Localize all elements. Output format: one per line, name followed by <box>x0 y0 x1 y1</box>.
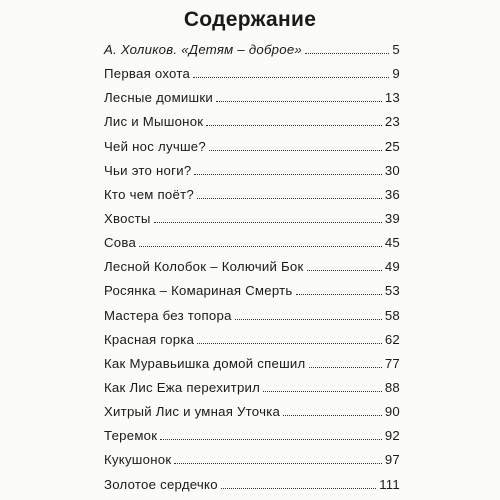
toc-entry <box>104 283 400 307</box>
entry-title: Теремок <box>104 428 158 444</box>
entry-title: Золотое сердечко <box>104 476 218 492</box>
page-number: 13 <box>384 90 400 106</box>
dot-leader <box>154 222 382 223</box>
dot-leader <box>197 198 382 199</box>
dot-leader <box>197 343 382 344</box>
entry-title: Красная горка <box>104 331 195 347</box>
page-number: 49 <box>384 259 400 275</box>
dot-leader <box>305 53 389 54</box>
toc-entry <box>104 114 400 138</box>
toc-entry <box>104 163 400 187</box>
toc-entry <box>104 66 400 90</box>
page-number: 9 <box>392 66 400 82</box>
dot-leader <box>283 415 382 416</box>
dot-leader <box>206 125 382 126</box>
entry-title: Хвосты <box>104 210 151 226</box>
page-number: 92 <box>384 428 400 444</box>
dot-leader <box>221 488 376 489</box>
toc-entry <box>104 428 400 452</box>
page-number: 5 <box>392 42 400 57</box>
entry-title: Росянка – Комариная Смерть <box>104 283 293 299</box>
toc-entry <box>104 404 400 428</box>
entry-title: Хитрый Лис и умная Уточка <box>104 404 281 420</box>
dot-leader <box>216 101 382 102</box>
entry-title: Первая охота <box>104 66 191 82</box>
entry-title: Чьи это ноги? <box>104 162 192 178</box>
page-number: 23 <box>384 114 400 130</box>
page-number: 36 <box>384 186 400 202</box>
entry-title: Лесной Колобок – Колючий Бок <box>104 259 304 275</box>
entry-title: Лис и Мышонок <box>104 114 204 130</box>
dot-leader <box>296 294 382 295</box>
page-number: 97 <box>384 452 400 468</box>
entry-title: Лесные домишки <box>104 90 214 106</box>
dot-leader <box>139 246 382 247</box>
page-number: 88 <box>384 379 400 395</box>
toc-entry <box>104 42 400 66</box>
entry-title: Как Муравьишка домой спешил <box>104 355 306 371</box>
entry-title: А. Холиков. «Детям – доброе» <box>104 42 302 57</box>
toc-entry <box>104 477 400 500</box>
toc-entry <box>104 211 400 235</box>
page-number: 30 <box>384 162 400 178</box>
page-number: 90 <box>384 404 400 420</box>
dot-leader <box>263 391 382 392</box>
dot-leader <box>209 150 382 151</box>
entry-title: Сова <box>104 235 137 251</box>
page-number: 25 <box>384 138 400 154</box>
toc-entry <box>104 259 400 283</box>
page-title: Содержание <box>183 8 317 31</box>
page-number: 77 <box>384 355 400 371</box>
toc-entry <box>104 90 400 114</box>
dot-leader <box>160 439 382 440</box>
dot-leader <box>235 319 382 320</box>
dot-leader <box>309 367 382 368</box>
entry-title: Кукушонок <box>104 452 172 468</box>
dot-leader <box>174 463 381 464</box>
page-number: 45 <box>384 235 400 251</box>
page-number: 53 <box>384 283 400 299</box>
table-of-contents <box>104 42 400 500</box>
toc-entry <box>104 187 400 211</box>
page-number: 111 <box>379 476 400 492</box>
toc-entry <box>104 139 400 163</box>
toc-entry <box>104 332 400 356</box>
entry-title: Кто чем поёт? <box>104 186 194 202</box>
dot-leader <box>194 174 381 175</box>
page-number: 39 <box>384 210 400 226</box>
entry-title: Мастера без топора <box>104 307 232 323</box>
entry-title: Как Лис Ежа перехитрил <box>104 379 261 395</box>
toc-entry <box>104 308 400 332</box>
toc-entry <box>104 235 400 259</box>
toc-entry <box>104 380 400 404</box>
dot-leader <box>193 77 389 78</box>
entry-title: Чей нос лучше? <box>104 138 206 154</box>
dot-leader <box>307 270 382 271</box>
toc-entry <box>104 452 400 476</box>
page-number: 62 <box>384 331 400 347</box>
toc-entry <box>104 356 400 380</box>
page-number: 58 <box>384 307 400 323</box>
